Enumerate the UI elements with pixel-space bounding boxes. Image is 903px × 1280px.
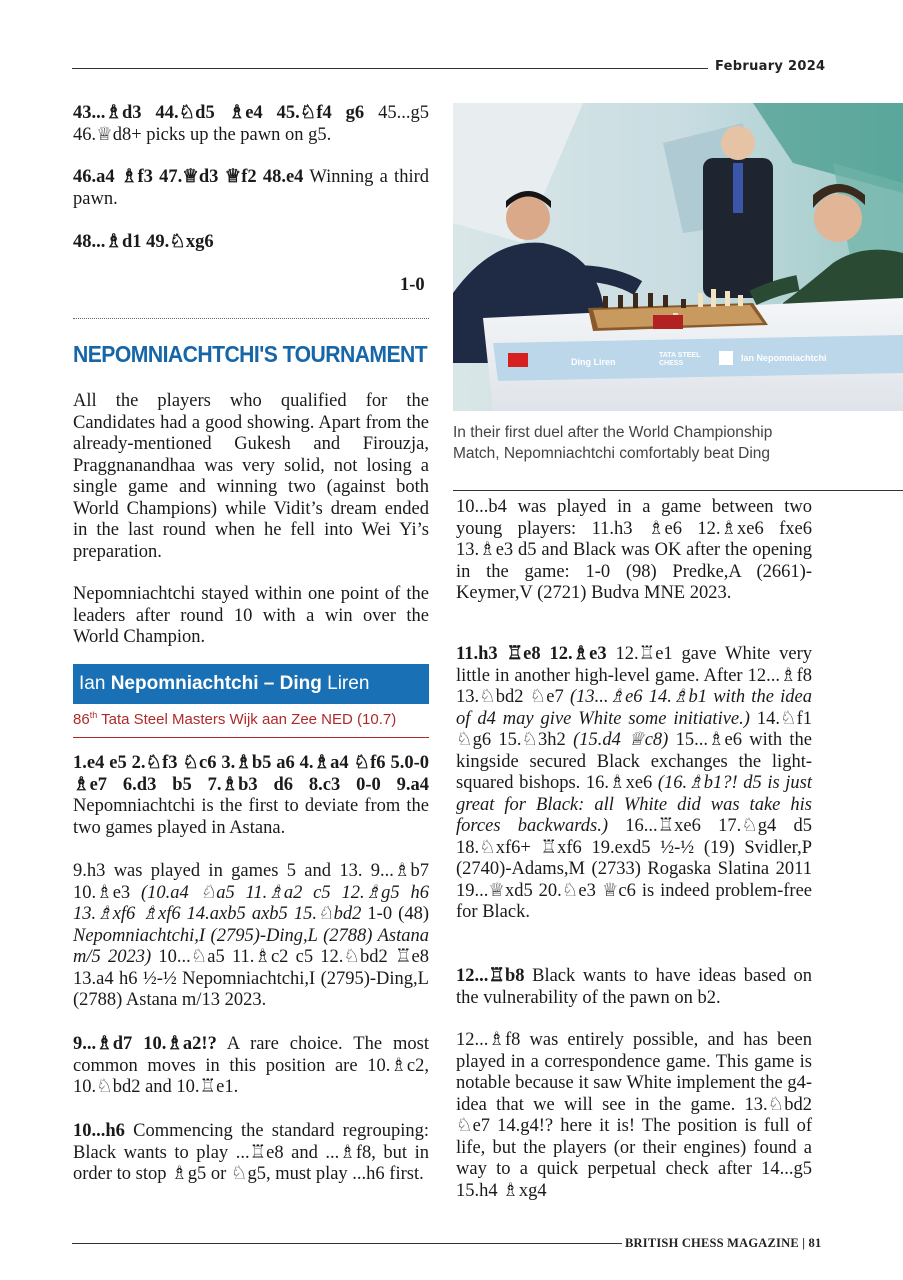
variation: (16.♗b1?! d5 is just great for Black: all White did was take his forces backwards.) <box>456 773 812 836</box>
photo-caption: In their first duel after the World Championship Match, Nepomniachtchi comfortably beat Ding <box>453 424 773 462</box>
section-title: NEPOMNIACHTCHI'S TOURNAMENT <box>73 341 428 367</box>
label-brand-2: CHESS <box>659 360 684 367</box>
variation: (15.d4 ♕c8) <box>573 730 669 750</box>
event-number: 86 <box>73 711 90 728</box>
para-text: A rare choice. The most common moves in this position are 10.♗c2, 10.♘bd2 and 10.♖e1. <box>73 1034 429 1097</box>
moves-48-49: 48...♗d1 49.♘xg6 <box>73 232 214 252</box>
para-text: Winning a third pawn. <box>73 167 429 209</box>
footer-separator: | <box>802 1236 806 1250</box>
moves-43-45: 43...♗d3 44.♘d5 ♗e4 45.♘f4 g6 <box>73 103 365 123</box>
caption-rule <box>453 490 903 491</box>
para-text: 14.♘f1 ♘g6 15.♘3h2 <box>456 708 812 750</box>
label-ding: Ding Liren <box>571 357 616 367</box>
move-10-h6: 10...h6 <box>73 1121 125 1141</box>
move-12-rb8: 12...♖b8 <box>456 966 525 986</box>
variation: (10.a4 ♘a5 11.♗a2 c5 12.♗g5 h6 13.♗xf6 ♗xf6 14.axb5 axb5 15.♘bd2 <box>73 882 429 924</box>
right-para-3 <box>456 966 812 1009</box>
footer <box>625 1236 821 1251</box>
opening-moves: 1.e4 e5 2.♘f3 ♘c6 3.♗b5 a6 4.♗a4 ♘f6 5.0-0 ♗e7 6.d3 b5 7.♗b3 d6 8.c3 0-0 9.a4 <box>73 753 429 795</box>
black-last-name: Liren <box>327 673 370 694</box>
right-para-4: 12...♗f8 was entirely possible, and has been played in a correspondence game. This game is notable because it saw White implement the g4-idea that we will see in the game. 13.♘bd2 ♘e7 14.g4!? here it is! The position is full of life, but the players (or their engines) found a way to a quick perpetual check after 14...g5 15.h4 ♗xg4 <box>456 1030 812 1201</box>
left-para-5: Nepomniachtchi stayed within one point of the leaders after round 10 with a win over the World Champion. <box>73 584 429 647</box>
para-text: 10...♘a5 11.♗c2 c5 12.♘bd2 ♖e8 13.a4 h6 ½-½ Nepomniachtchi,I (2795)-Ding,L (2788) Astana m/13 2023. <box>73 947 430 1010</box>
para-text: 45...g5 46.♕d8+ picks up the pawn on g5. <box>73 103 430 145</box>
left-para-4: All the players who qualified for the Candidates had a good showing. Apart from the already-mentioned Gukesh and Firouzja, Praggnanandhaa was very solid, not losing a single game and winning two (against both World Champions) while Vidit’s dream ended in the last round when he fell into Wei Yi’s preparation. <box>73 391 429 562</box>
left-para-1 <box>73 103 429 146</box>
label-nepo: Ian Nepomniachtchi <box>741 353 827 363</box>
players-dash: – <box>258 673 280 694</box>
moves-46-48: 46.a4 ♗f3 47.♕d3 ♕f2 48.e4 <box>73 167 304 187</box>
left-para-6 <box>73 753 429 839</box>
event-line <box>73 710 396 728</box>
game-reference: Nepomniachtchi,I (2795)-Ding,L (2788) Astana m/5 2023) <box>73 925 429 967</box>
footer-rule <box>72 1243 622 1244</box>
para-text: 16...♖xe6 17.♘g4 d5 18.♘xf6+ ♖xf6 19.exd5 ½-½ (19) Svidler,P (2740)-Adams,M (2733) Rogaska Slatina 2011 19...♕xd5 20.♘e3 ♕c6 is indeed problem-free for Black. <box>456 816 812 922</box>
game-result: 1-0 <box>400 275 425 295</box>
white-first-name: Ian <box>79 673 106 694</box>
right-para-2 <box>456 644 812 924</box>
para-text: 1-0 (48) <box>361 904 429 924</box>
game-header-bar <box>73 664 429 704</box>
left-para-2 <box>73 167 429 210</box>
moves-11-12: 11.h3 ♖e8 12.♗e3 <box>456 644 607 664</box>
label-brand-1: TATA STEEL <box>659 352 701 359</box>
para-text: Black wants to have ideas based on the vulnerability of the pawn on b2. <box>456 966 812 1008</box>
match-photo <box>453 103 903 411</box>
left-para-8 <box>73 1034 429 1099</box>
left-para-9 <box>73 1121 429 1186</box>
event-rule <box>73 737 429 738</box>
para-text: 12.♖e1 gave White very little in another high-level game. After 12...♗f8 13.♘bd2 ♘e7 <box>456 644 812 707</box>
left-para-7 <box>73 861 429 1012</box>
magazine-name: BRITISH CHESS MAGAZINE <box>625 1236 799 1250</box>
photo-illustration <box>453 103 903 411</box>
para-text: Nepomniachtchi is the first to deviate from the two games played in Astana. <box>73 796 429 838</box>
page-number: 81 <box>808 1236 822 1250</box>
para-text: Commencing the standard regrouping: Black wants to play ...♖e8 and ...♗f8, but in order to stop ♗g5 or ♘g5, must play ...h6 first. <box>73 1121 429 1184</box>
white-last-name: Nepomniachtchi <box>110 673 259 694</box>
black-first-name: Ding <box>279 673 322 694</box>
moves-9-10: 9...♗d7 10.♗a2!? <box>73 1034 217 1054</box>
section-divider <box>73 318 429 319</box>
issue-date: February 2024 <box>715 59 826 74</box>
para-text: 9.h3 was played in games 5 and 13. 9...♗b7 10.♗e3 <box>73 861 429 903</box>
right-para-1: 10...b4 was played in a game between two young players: 11.h3 ♗e6 12.♗xe6 fxe6 13.♗e3 d5 and Black was OK after the opening in the game: 1-0 (98) Predke,A (2661)-Keymer,V (2721) Budva MNE 2023. <box>456 497 812 603</box>
event-name: Tata Steel Masters Wijk aan Zee NED (10.7) <box>97 711 397 728</box>
para-text: 15...♗e6 with the kingside secured Black exchanges the light-squared bishops. 16.♗xe6 <box>456 730 812 793</box>
header-rule <box>72 68 708 69</box>
variation: (13...♗e6 14.♗b1 with the idea of d4 may give White some initiative.) <box>456 687 812 729</box>
left-para-3 <box>73 232 429 254</box>
event-ordinal: th <box>89 710 98 720</box>
